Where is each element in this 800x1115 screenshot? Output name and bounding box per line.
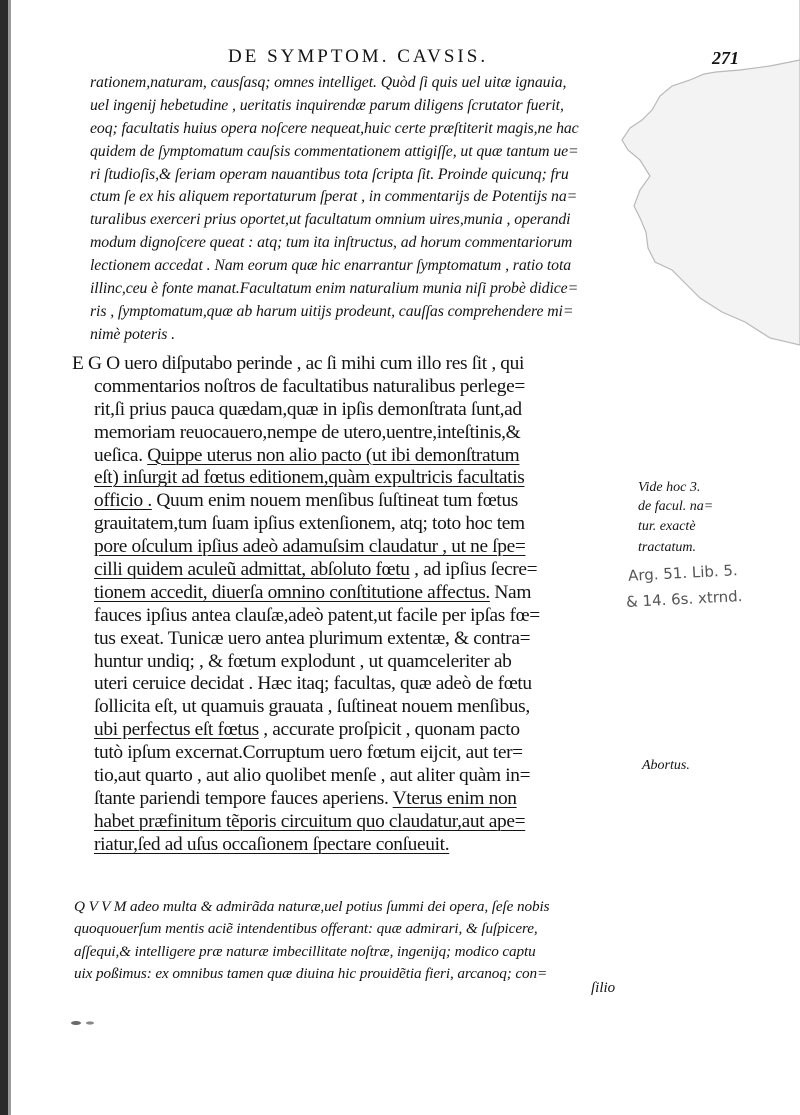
- text-line: turalibus exerceri prius oportet,ut facultatum omnium uires,munia , operandi: [90, 211, 571, 229]
- underlined-text: eſt) inſurgit ad fœtus editionem,quàm expultricis facultatis: [94, 467, 525, 489]
- text-line: E G O uero diſputabo perinde , ac ſi mihi cum illo res ſit , qui: [72, 353, 525, 374]
- main-paragraph: [72, 353, 632, 857]
- text-line: [72, 834, 632, 857]
- text-line: huntur undiq; , & fœtum explodunt , ut quamceleriter ab: [94, 650, 512, 672]
- next-paragraph: [74, 896, 634, 986]
- text-line: rationem,naturam, causſasq; omnes intelliget. Quòd ſi quis uel uitæ ignauia,: [90, 74, 567, 91]
- text-line: [72, 536, 632, 559]
- ink-blot: [66, 1018, 106, 1028]
- text-line: tutò ipſum excernat.Corruptum uero fœtum eijcit, aut ter=: [94, 742, 523, 764]
- text-line: ſtante pariendi tempore fauces aperiens. Vterus enim non: [94, 787, 517, 809]
- text-line: memoriam reuocauero,nempe de utero,uentre,inteſtinis,&: [94, 421, 521, 443]
- text-line: uel ingenij hebetudine , ueritatis inquirendæ parum diligens ſcrutator fuerit,: [90, 96, 564, 114]
- preface-paragraph: [90, 72, 630, 347]
- text-line: illinc,ceu è fonte manat.Facultatum enim naturalium munia niſi probè didice=: [90, 280, 579, 298]
- underlined-text: ubi perfectus eſt fœtus: [94, 719, 259, 741]
- text-line: quidem de ſymptomatum cauſsis commentationem attigiſſe, ut quæ tantum ue=: [90, 142, 579, 160]
- text-line: rit,ſi prius pauca quædam,quæ in ipſis demonſtrata ſunt,ad: [94, 398, 522, 420]
- text-line: grauitatem,tum ſuam ipſius extenſionem, atq; toto hoc tem: [94, 513, 525, 535]
- text-line: aſſequi,& intelligere præ naturæ imbecillitate noſtræ, ingenijq; modico captu: [74, 942, 536, 960]
- underlined-text: habet præfinitum tẽporis circuitum quo claudatur,aut ape=: [94, 810, 526, 832]
- underlined-text: riatur,ſed ad uſus occaſionem ſpectare conſueuit.: [94, 833, 450, 855]
- text-line: Q V V M adeo multa & admirãda naturæ,uel potius ſummi dei opera, ſeſe nobis: [74, 898, 550, 915]
- text-line: ris , ſymptomatum,quæ ab harum uitijs prodeunt, cauſſas comprehendere mi=: [90, 302, 574, 320]
- page-number: 271: [712, 48, 739, 68]
- underlined-text: Vterus enim non: [392, 787, 517, 809]
- text-line: ctum ſe ex his aliquem reportaturum ſperat , in commentarijs de Potentijs na=: [90, 188, 578, 206]
- underlined-text: pore oſculum ipſius adeò adamuſsim claudatur , ut ne ſpe=: [94, 536, 526, 558]
- text-line: officio . Quum enim nouem menſibus ſuſtineat tum fœtus: [94, 490, 518, 512]
- text-line: fauces ipſius antea clauſæ,adeò patent,ut facile per ipſas fœ=: [94, 604, 540, 626]
- running-head: DE SYMPTOM. CAVSIS.: [228, 46, 489, 67]
- underlined-text: tionem accedit, diuerſa omnino conſtitutione affectus.: [94, 581, 490, 603]
- margin-note-line: tur. exactè: [638, 519, 696, 534]
- text-line: modum dignoſcere queat : atq; tum ita inſtructus, ad horum commentariorum: [90, 234, 573, 252]
- text-line: ubi perfectus eſt fœtus , accurate proſpicit , quonam pacto: [94, 719, 520, 741]
- handwritten-note: & 14. 6s. xtrnd.: [625, 586, 743, 612]
- text-line: cilli quidem aculeũ admittat, abſoluto fœtu , ad ipſius ſecre=: [94, 559, 538, 581]
- margin-note-line: de facul. na=: [638, 499, 714, 514]
- margin-note-line: tractatum.: [638, 540, 696, 555]
- text-line: ri ſtudioſis,& ſeriam operam nauantibus tota ſcripta ſit. Proinde quicunq; fru: [90, 165, 569, 183]
- text-line: [72, 467, 632, 490]
- text-line: uteri ceruice decidat . Hæc itaq; facultas, quæ adeò de fœtu: [94, 673, 532, 695]
- underlined-text: cilli quidem aculeũ admittat, abſoluto fœtu: [94, 559, 410, 581]
- text-line: ſollicita eſt, ut quamuis grauata , ſuſtineat nouem menſibus,: [94, 696, 530, 718]
- handwritten-note: Arg. 51. Lib. 5.: [627, 561, 739, 585]
- text-line: commentarios noſtros de facultatibus naturalibus perlege=: [94, 375, 525, 397]
- text-line: nimè poteris .: [90, 325, 176, 343]
- text-line: tionem accedit, diuerſa omnino conſtitutione affectus. Nam: [94, 581, 532, 603]
- text-line: uix poßimus: ex omnibus tamen quæ diuina hic prouidẽtia fieri, arcanoq; con=: [74, 965, 548, 983]
- text-line: lectionem accedat . Nam eorum quæ hic enarrantur ſymptomatum , ratio tota: [90, 257, 572, 275]
- text-line: ueſica. Quippe uterus non alio pacto (ut ibi demonſtratum: [94, 444, 520, 466]
- text-line: tus exeat. Tunicæ uero antea plurimum extentæ, & contra=: [94, 627, 531, 649]
- underlined-text: officio .: [94, 490, 152, 512]
- margin-note-line: Vide hoc 3.: [638, 480, 701, 495]
- text-line: eoq; facultatis huius opera noſcere nequeat,huic certe præſtiterit magis,ne hac: [90, 119, 579, 137]
- margin-note-abortus: Abortus.: [642, 758, 690, 773]
- text-line: [72, 811, 632, 834]
- text-line: quoquouerſum mentis aciẽ intendentibus offerant: quæ admirari, & ſuſpicere,: [74, 920, 538, 938]
- text-line: tio,aut quarto , aut alio quolibet menſe , aut aliter quàm in=: [94, 765, 531, 787]
- underlined-text: Quippe uterus non alio pacto (ut ibi demonſtratum: [147, 444, 520, 466]
- catchword: ſilio: [591, 980, 616, 996]
